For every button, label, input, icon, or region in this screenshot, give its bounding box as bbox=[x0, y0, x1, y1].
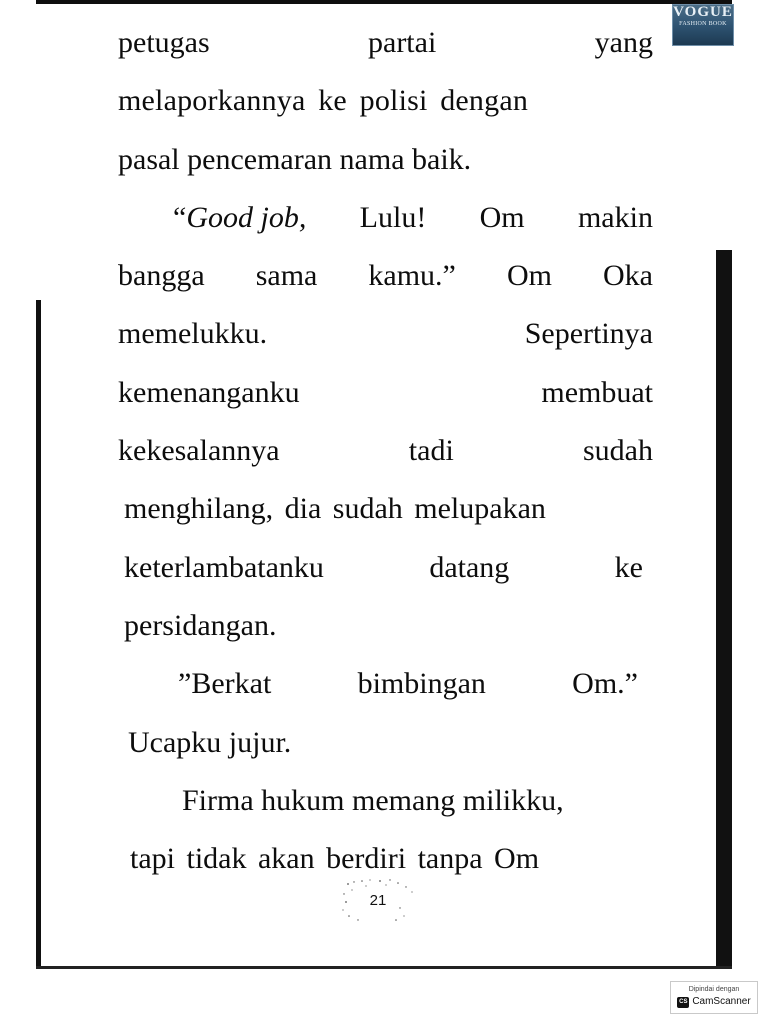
text-line-7 bbox=[118, 364, 653, 422]
camscanner-logo-icon: CS bbox=[677, 997, 689, 1008]
word: sudah bbox=[583, 434, 653, 468]
italic-phrase: Good job, bbox=[186, 200, 307, 234]
text-line-2: melaporkannya ke polisi dengan bbox=[118, 84, 529, 118]
word: Om bbox=[479, 200, 525, 234]
word: ”Berkat bbox=[178, 667, 272, 701]
word: memelukku. bbox=[118, 317, 268, 351]
text-line-3: pasal pencemaran nama baik. bbox=[118, 142, 472, 176]
text-line-4 bbox=[118, 189, 653, 247]
logo-title: VOGUE bbox=[673, 4, 733, 20]
text-line-8 bbox=[118, 422, 653, 480]
quote-start: “Good job, bbox=[173, 200, 307, 234]
word: membuat bbox=[541, 375, 653, 409]
word: bimbingan bbox=[357, 667, 486, 701]
scan-bottom-edge bbox=[36, 966, 732, 969]
text-line-11: persidangan. bbox=[124, 608, 277, 642]
magazine-logo bbox=[672, 4, 734, 46]
scan-left-edge bbox=[36, 300, 41, 968]
page-number bbox=[340, 878, 416, 924]
word: datang bbox=[429, 550, 510, 584]
word: bangga bbox=[118, 259, 205, 293]
scan-top-border bbox=[36, 0, 732, 4]
word: kekesalannya bbox=[118, 434, 280, 468]
word: keterlambatanku bbox=[124, 550, 324, 584]
word: partai bbox=[368, 26, 437, 59]
book-page-text bbox=[118, 14, 653, 888]
word: tadi bbox=[408, 434, 454, 468]
word: kemenanganku bbox=[118, 375, 300, 409]
page-number-text: 21 bbox=[369, 892, 387, 909]
word: kamu.” bbox=[368, 259, 456, 293]
word: petugas bbox=[118, 26, 210, 59]
watermark-caption: Dipindai dengan bbox=[688, 986, 740, 993]
word: makin bbox=[577, 200, 653, 234]
watermark-brand bbox=[671, 995, 757, 1009]
text-line-10 bbox=[118, 539, 653, 597]
word: Oka bbox=[603, 259, 653, 293]
watermark-brand-name: CamScanner bbox=[692, 996, 751, 1007]
word: yang bbox=[594, 26, 653, 59]
word: Om.” bbox=[572, 667, 638, 701]
camscanner-watermark bbox=[670, 981, 758, 1014]
text-line-6 bbox=[118, 305, 653, 363]
scan-right-edge bbox=[716, 250, 732, 968]
word: ke bbox=[614, 550, 643, 584]
text-line-13: Ucapku jujur. bbox=[128, 725, 292, 759]
text-line-9: menghilang, dia sudah melupakan bbox=[124, 492, 546, 526]
text-line-12 bbox=[118, 655, 653, 713]
text-line-15: tapi tidak akan berdiri tanpa Om bbox=[130, 842, 540, 876]
word: Om bbox=[506, 259, 552, 293]
word: Lulu! bbox=[359, 200, 427, 234]
text-line-14: Firma hukum memang milikku, bbox=[182, 783, 564, 817]
text-line-5 bbox=[118, 247, 653, 305]
word: sama bbox=[255, 259, 318, 293]
word: Sepertinya bbox=[524, 317, 653, 351]
text-line-1 bbox=[118, 14, 653, 72]
logo-subtitle: FASHION BOOK bbox=[679, 21, 727, 27]
